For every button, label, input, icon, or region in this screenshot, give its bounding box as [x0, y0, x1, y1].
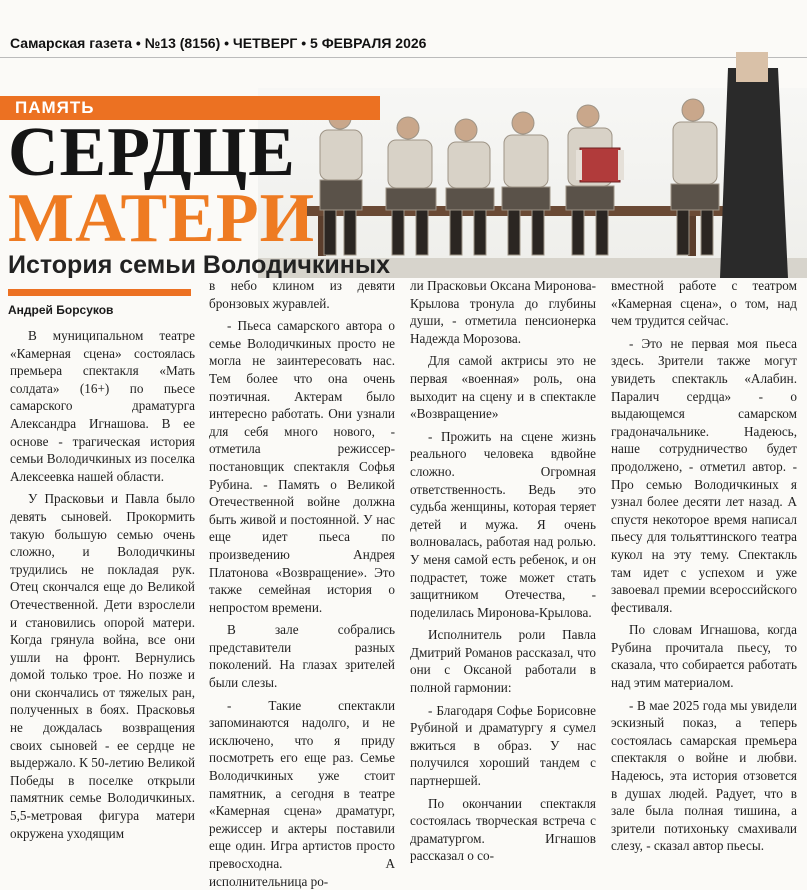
paragraph: - Прожить на сцене жизнь реального человека вдвойне сложно. Огромная ответственность. Ведь это судьба женщины, которая теряет детей и мужа. Я очень волновалась, работая над ролью. У меня самой есть ребенок, и он подрастет, тоже может стать защитником Отечества, - поделилась Миронова-Крылова. [410, 428, 596, 620]
paragraph: вместной работе с театром «Камерная сцена», о том, над чем трудится сейчас. [611, 278, 797, 329]
masthead: Самарская газета • №13 (8156) • ЧЕТВЕРГ • 5 ФЕВРАЛЯ 2026 [10, 35, 427, 51]
headline-line-1: СЕРДЦЕ [8, 114, 296, 191]
paragraph: - В мае 2025 года мы увидели эскизный показ, а теперь состоялась самарская премьера спектакля о войне и любви. Надеюсь, эта история отзовется в душах людей. Радует, что в зале была полная тишина, а зрители потихоньку смахивали слезу, - сказал автор пьесы. [611, 697, 797, 854]
section-label: ПАМЯТЬ [15, 98, 95, 117]
paragraph: - Благодаря Софье Борисовне Рубиной и драматургу я сумел вжиться в образ. У нас получился хороший тандем с партнершей. [410, 702, 596, 789]
paragraph: Для самой актрисы это не первая «военная» роль, она выходит на сцену и в спектакле «Возвращение» [410, 353, 596, 422]
author-bar [8, 289, 191, 296]
paragraph: ли Прасковьи Оксана Миронова-Крылова тронула до глубины души, - отметила пенсионерка Надежда Морозова. [410, 278, 596, 346]
article-column-1 [10, 327, 195, 841]
paragraph: По словам Игнашова, когда Рубина прочитала пьесу, то сказала, что собирается работать над этим материалом. [611, 622, 797, 691]
subheadline: История семьи Володичкиных [8, 251, 391, 279]
paragraph: В зале собрались представители разных поколений. На глазах зрителей были слезы. [209, 622, 395, 691]
paragraph: - Это не первая моя пьеса здесь. Зрители также могут увидеть спектакль «Алабин. Паралич сердца» - о выдающемся самарском градоначальнике. Надеюсь, наше сотрудничество будет продолжено, - отметил автор. - Про семью Володичкиных я узнал более десяти лет назад. А спустя некоторое время написал пьесу для тольяттинского театра кукол на эту тему. Спектакль там идет с успехом и уже завоевал премии всероссийского фестиваля. [611, 335, 797, 615]
paragraph: в небо клином из девяти бронзовых журавлей. [209, 278, 395, 311]
author-byline: Андрей Борсуков [8, 303, 114, 317]
article-column-3 [410, 277, 596, 864]
paragraph: В муниципальном театре «Камерная сцена» состоялась премьера спектакля «Мать солдата» (16+) по пьесе самарского драматурга Александра Игнашова. В ее основе - трагическая история семьи Володичкиных из поселка Алексеевка нашей области. [10, 328, 195, 484]
article-column-4 [611, 277, 797, 854]
paragraph: - Пьеса самарского автора о семье Володичкиных просто не могла не заинтересовать нас. Тем более что она очень поэтичная. Актерам было интересно работать. Они узнали для себя много нового, - отметила режиссер-постановщик спектакля Софья Рубина. - Память о Великой Отечественной войне должна быть живой и постоянной. У нас еще идет пьеса по произведению Андрея Платонова «Возвращение». Это также семейная история о непростом времени. [209, 318, 395, 615]
masthead-divider [0, 57, 807, 58]
article-column-2 [209, 277, 395, 889]
paragraph: По окончании спектакля состоялась творческая встреча с драматургом. Игнашов рассказал о со- [410, 795, 596, 864]
headline-line-2: МАТЕРИ [8, 180, 316, 257]
paragraph: - Такие спектакли запоминаются надолго, и не исключено, что я приду посмотреть его еще раз. Семье Володичкиных уже стоит памятник, а сегодня в театре «Камерная сцена» драматург, режиссер и актеры поставили еще один. Игра артистов просто превосходна. А исполнительница ро- [209, 697, 395, 889]
paragraph: У Прасковьи и Павла было девять сыновей. Прокормить такую большую семью очень сложно, и Володичкины трудились не покладая рук. Отец скончался еще до Великой Отечественной. Дети взрослели и становились опорой матери. Когда грянула война, все они ушли на фронт. Вернулись домой только трое. Но позже и они скончались от тяжелых ран, полученных в боях. Прасковья не дождалась возвращения своих сыновей - ее сердце не выдержало. К 50-летию Великой Победы в поселке открыли памятник семье Володичкиных. 5,5-метровая фигура матери окружена уходящим [10, 491, 195, 841]
paragraph: Исполнитель роли Павла Дмитрий Романов рассказал, что они с Оксаной работали в полной гармонии: [410, 627, 596, 696]
